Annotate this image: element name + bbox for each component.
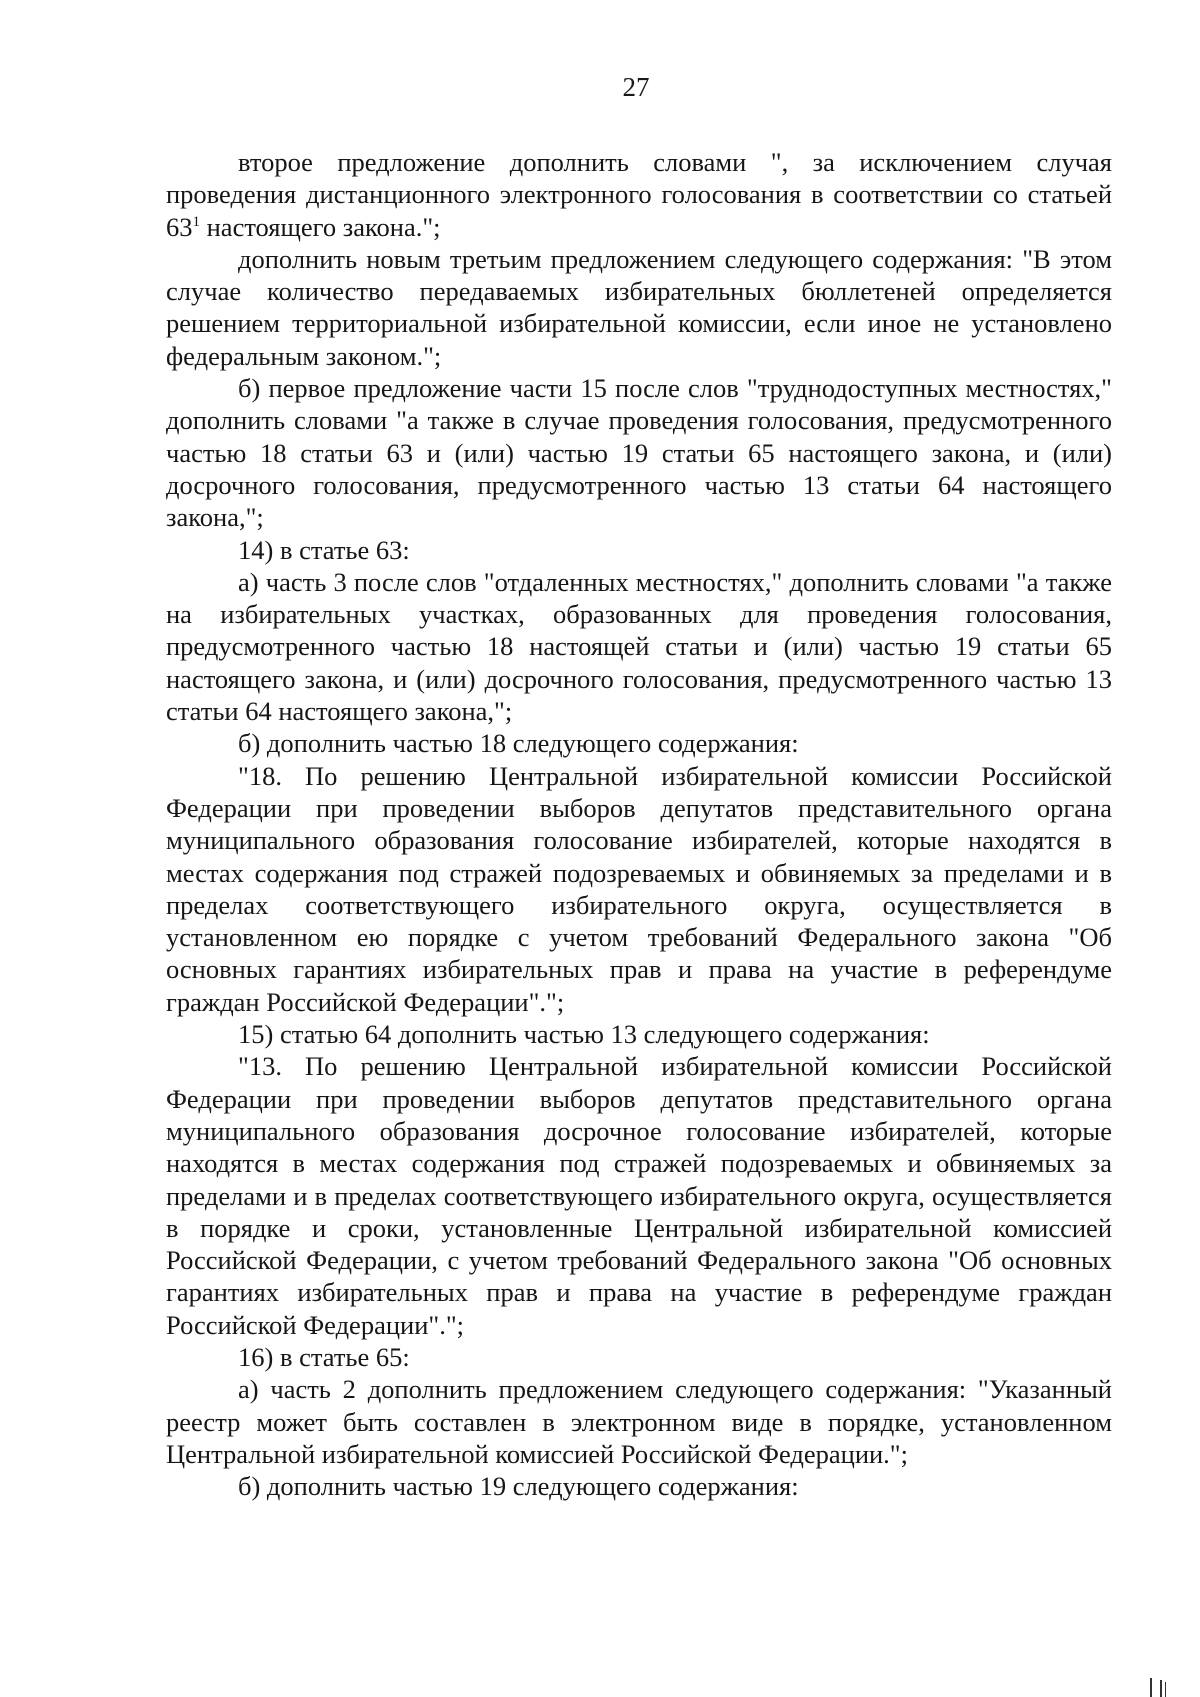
paragraph-quoted-part-18: "18. По решению Центральной избирательной комиссии Российской Федерации при проведении выборов депутатов представительного органа муниципального образования голосование избирателей, которые находятся в местах содержания под стражей подозреваемых и обвиняемых за пределами и в пределах соответствующего избирательного округа, осуществляется в установленном ею порядке с учетом требований Федерального закона "Об основных гарантиях избирательных прав и права на участие в референдуме граждан Российской Федерации".";: [166, 760, 1112, 1017]
paragraph-item-a-part-2: а) часть 2 дополнить предложением следующего содержания: "Указанный реестр может быть составлен в электронном виде в порядке, установленном Центральной избирательной комиссией Российской Федерации.";: [166, 1374, 1112, 1469]
paragraph-quoted-part-13: "13. По решению Центральной избирательной комиссии Российской Федерации при проведении выборов депутатов представительного органа муниципального образования досрочное голосование избирателей, которые находятся в местах содержания под стражей подозреваемых и обвиняемых за пределами и в пределах соответствующего избирательного округа, осуществляется в порядке и сроки, установленные Центральной избирательной комиссией Российской Федерации, с учетом требований Федерального закона "Об основных гарантиях избирательных прав и права на участие в референдуме граждан Российской Федерации".";: [166, 1051, 1112, 1340]
scan-edge-mark: [1160, 1680, 1162, 1697]
paragraph-third-sentence-amendment: дополнить новым третьим предложением следующего содержания: "В этом случае количество передаваемых избирательных бюллетеней определяется решением территориальной избирательной комиссии, если иное не установлено федеральным законом.";: [166, 243, 1112, 371]
paragraph-item-14-article-63: 14) в статье 63:: [238, 534, 410, 565]
scan-edge-mark: [1150, 1678, 1152, 1697]
paragraph-text: настоящего закона.";: [200, 211, 441, 242]
paragraph-item-b-add-part-19: б) дополнить частью 19 следующего содержания:: [238, 1471, 799, 1502]
paragraph-second-sentence-amendment: [166, 146, 1112, 243]
paragraph-item-16-article-65: 16) в статье 65:: [238, 1341, 410, 1372]
superscript-index: 1: [192, 213, 200, 230]
document-body: [166, 146, 1112, 1502]
scan-edge-mark: [1165, 1682, 1166, 1697]
paragraph-item-15-article-64: 15) статью 64 дополнить частью 13 следующего содержания:: [238, 1019, 930, 1050]
paragraph-item-b-part-15: б) первое предложение части 15 после слов "труднодоступных местностях," дополнить словами "а также в случае проведения голосования, предусмотренного частью 18 статьи 63 и (или) частью 19 статьи 65 настоящего закона, и (или) досрочного голосования, предусмотренного частью 13 статьи 64 настоящего закона,";: [166, 373, 1112, 533]
page-number: 27: [622, 72, 650, 102]
paragraph-text: второе предложение дополнить словами ", за исключением случая проведения дистанционного электронного голосования в соответствии со статьей 63: [166, 147, 1112, 242]
paragraph-item-b-add-part-18: б) дополнить частью 18 следующего содержания:: [238, 728, 799, 759]
paragraph-item-a-part-3: а) часть 3 после слов "отдаленных местностях," дополнить словами "а также на избирательных участках, образованных для проведения голосования, предусмотренного частью 18 настоящей статьи и (или) частью 19 статьи 65 настоящего закона, и (или) досрочного голосования, предусмотренного частью 13 статьи 64 настоящего закона,";: [166, 566, 1112, 727]
